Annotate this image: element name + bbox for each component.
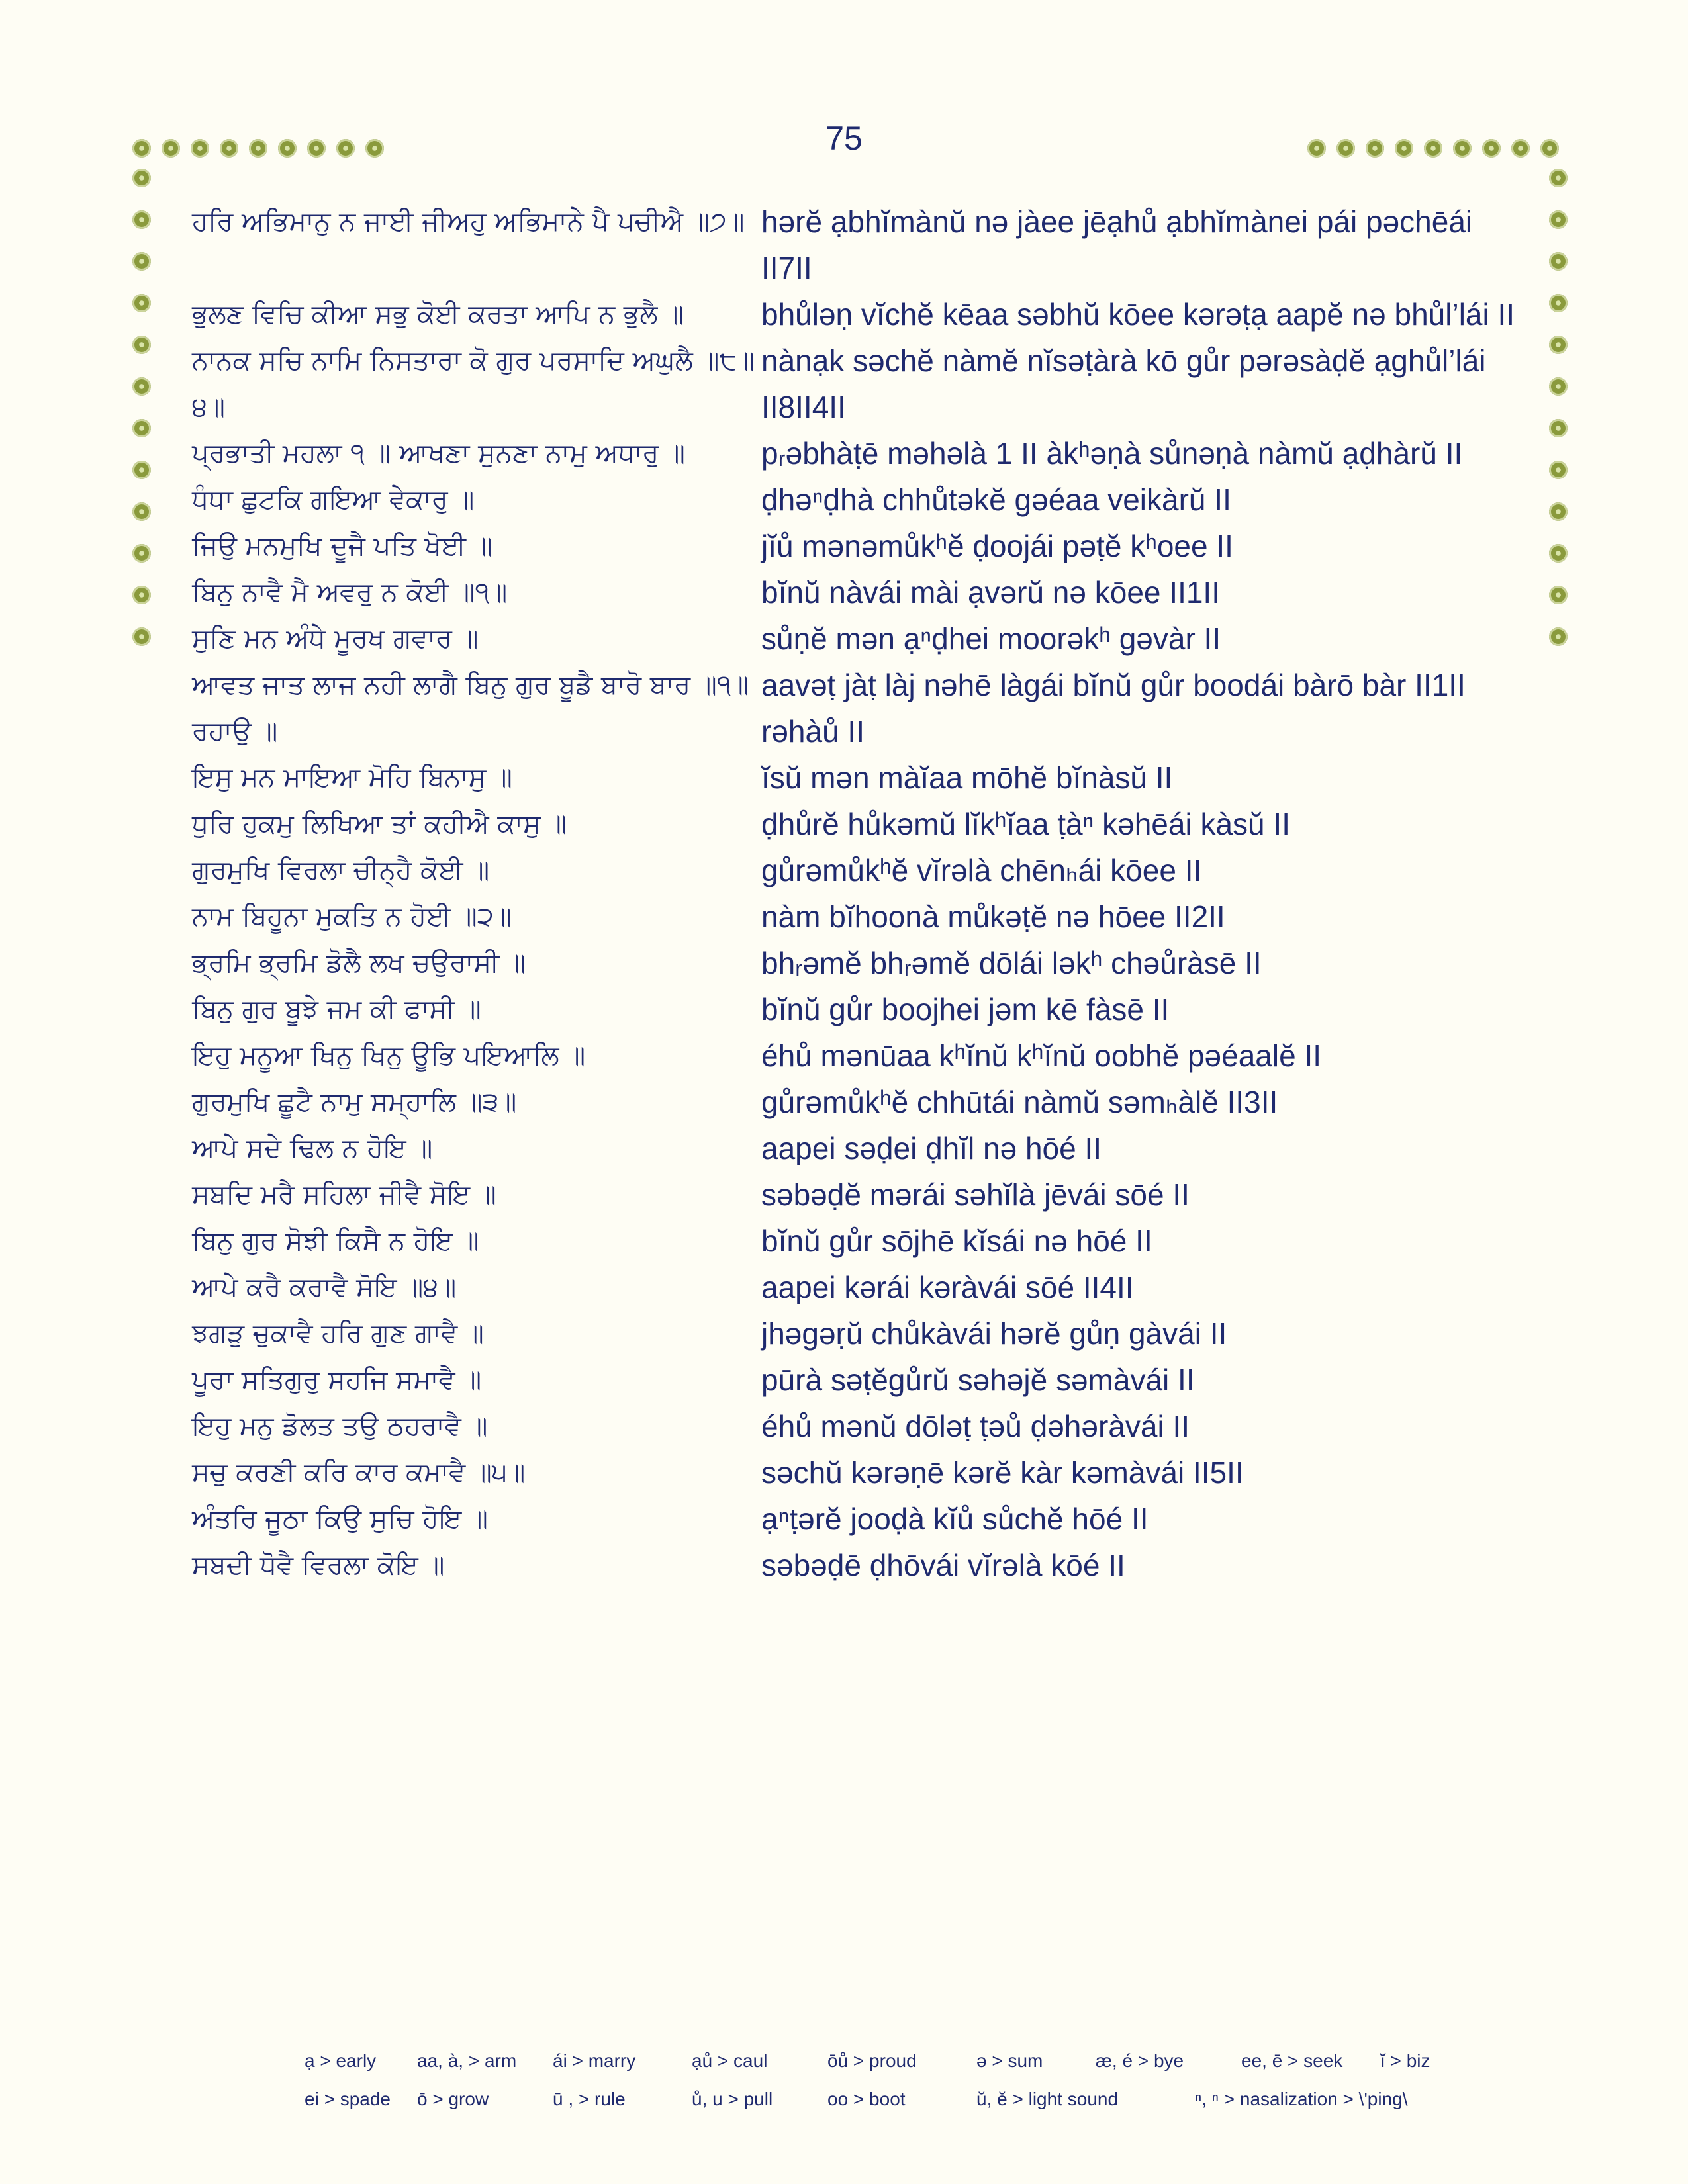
legend-item: ĭ > biz <box>1380 2050 1430 2071</box>
gurmukhi-line: ਨਾਮ ਬਿਹੂਨਾ ਮੁਕਤਿ ਨ ਹੋਈ ॥੨॥ <box>192 901 512 932</box>
transliteration-line: ḍhəⁿḍhà chhůtəkĕ gəéaa veikàrŭ II <box>761 482 1231 517</box>
flower-ornament-icon <box>278 139 297 158</box>
legend-item: ee, ē > seek <box>1241 2050 1343 2071</box>
gurmukhi-line: ਬਿਨੁ ਗੁਰ ਬੂਝੇ ਜਮ ਕੀ ਫਾਸੀ ॥ <box>192 994 481 1024</box>
verse-row <box>192 1357 1516 1403</box>
legend-item: ei > spade <box>305 2089 391 2109</box>
legend-item: ů, u > pull <box>692 2089 773 2109</box>
transliteration-line: nànạk səchĕ nàmĕ nĭsəṭàrà kō gůr pərəsàḍĕ ạghůl’lái II8II4II <box>761 343 1486 424</box>
transliteration-line: aapei səḍei ḍhĭl nə hōé II <box>761 1131 1102 1165</box>
gurmukhi-line: ਭੁਲਣ ਵਿਚਿ ਕੀਆ ਸਭੁ ਕੋਈ ਕਰਤਾ ਆਪਿ ਨ ਭੁਲੈ ॥ <box>192 299 684 330</box>
gurmukhi-line: ਇਸੁ ਮਨ ਮਾਇਆ ਮੋਹਿ ਬਿਨਾਸੁ ॥ <box>192 762 512 793</box>
gurmukhi-line: ਜਿਉ ਮਨਮੁਖਿ ਦੂਜੈ ਪਤਿ ਖੋਈ ॥ <box>192 531 492 561</box>
gurmukhi-line: ਪ੍ਰਭਾਤੀ ਮਹਲਾ ੧ ॥ ਆਖਣਾ ਸੁਨਣਾ ਨਾਮੁ ਅਧਾਰੁ ॥ <box>192 438 685 469</box>
verse-row <box>192 1310 1516 1357</box>
transliteration-line: sůṇĕ mən ạⁿḍhei moorəkʰ gəvàr II <box>761 621 1221 656</box>
legend-item: ō > grow <box>417 2089 489 2109</box>
flower-ornament-icon <box>132 627 151 646</box>
transliteration-line: ĭsŭ mən màĭaa mōhĕ bĭnàsŭ II <box>761 760 1173 795</box>
transliteration-line: nàm bĭhoonà můkəṭĕ nə hōee II2II <box>761 899 1225 934</box>
gurmukhi-line: ਹਰਿ ਅਭਿਮਾਨੁ ਨ ਜਾਈ ਜੀਅਹੁ ਅਭਿਮਾਨੇ ਪੈ ਪਚੀਐ ॥੭॥ <box>192 206 745 237</box>
verse-row <box>192 430 1516 477</box>
flower-ornament-icon <box>132 294 151 312</box>
flower-ornament-icon <box>132 586 151 604</box>
flower-ornament-icon <box>132 139 151 158</box>
verse-row <box>192 893 1516 940</box>
flower-ornament-icon <box>132 210 151 229</box>
transliteration-line: gůrəmůkʰĕ vĭrəlà chēnₕái kōee II <box>761 853 1202 887</box>
transliteration-line: jhəgəṛŭ chůkàvái hərĕ gůṇ gàvái II <box>761 1316 1227 1351</box>
flower-ornament-icon <box>1549 377 1568 396</box>
transliteration-line: bĭnŭ nàvái mài ạvərŭ nə kōee II1II <box>761 575 1220 610</box>
verse-row <box>192 1449 1516 1496</box>
transliteration-line: aavəṭ jàṭ làj nəhē làgái bĭnŭ gůr boodái bàrō bàr II1II rəhàů II <box>761 668 1466 749</box>
gurmukhi-line: ਧੁਰਿ ਹੁਕਮੁ ਲਿਖਿਆ ਤਾਂ ਕਹੀਐ ਕਾਸੁ ॥ <box>192 809 567 839</box>
gurmukhi-line: ਭ੍ਰਮਿ ਭ੍ਰਮਿ ਡੋਲੈ ਲਖ ਚਉਰਾਸੀ ॥ <box>192 948 526 978</box>
legend-item: ŭ, ĕ > light sound <box>976 2089 1119 2109</box>
verse-row <box>192 1079 1516 1125</box>
flower-ornament-icon <box>1424 139 1442 158</box>
verse-row <box>192 477 1516 523</box>
gurmukhi-line: ਨਾਨਕ ਸਚਿ ਨਾਮਿ ਨਿਸਤਾਰਾ ਕੋ ਗੁਰ ਪਰਸਾਦਿ ਅਘੁਲੈ ॥੮॥੪॥ <box>192 345 755 422</box>
flower-ornament-icon <box>220 139 238 158</box>
flower-ornament-icon <box>1549 627 1568 646</box>
flower-ornament-icon <box>132 252 151 271</box>
gurmukhi-line: ਸੁਣਿ ਮਨ ਅੰਧੇ ਮੂਰਖ ਗਵਾਰ ॥ <box>192 623 479 654</box>
gurmukhi-line: ਆਪੇ ਸਦੇ ਢਿਲ ਨ ਹੋਇ ॥ <box>192 1133 433 1163</box>
verse-row <box>192 615 1516 662</box>
flower-ornament-icon <box>132 336 151 354</box>
legend-item: æ, é > bye <box>1096 2050 1184 2071</box>
legend-item: aa, à, > arm <box>417 2050 517 2071</box>
flower-ornament-icon <box>1453 139 1472 158</box>
verse-row <box>192 199 1516 291</box>
flower-ornament-icon <box>1549 169 1568 187</box>
gurmukhi-line: ਅੰਤਰਿ ਜੂਠਾ ਕਿਉ ਸੁਚਿ ਹੋਇ ॥ <box>192 1504 488 1534</box>
gurmukhi-line: ਆਵਤ ਜਾਤ ਲਾਜ ਨਹੀ ਲਾਗੈ ਬਿਨੁ ਗੁਰ ਬੂਡੈ ਬਾਰੋ ਬਾਰ ॥੧॥ ਰਹਾਉ ॥ <box>192 670 749 747</box>
flower-ornament-icon <box>1549 461 1568 479</box>
flower-ornament-icon <box>132 377 151 396</box>
transliteration-line: səbəḍĕ mərái səhĭlà jēvái sōé II <box>761 1177 1190 1212</box>
verse-row <box>192 569 1516 615</box>
flower-ornament-icon <box>1336 139 1355 158</box>
flower-ornament-icon <box>132 419 151 437</box>
verse-row <box>192 662 1516 754</box>
gurmukhi-line: ਇਹੁ ਮਨੁ ਡੋਲਤ ਤਉ ਠਹਰਾਵੈ ॥ <box>192 1411 488 1441</box>
transliteration-line: bĭnŭ gůr boojhei jəm kē fàsē II <box>761 992 1170 1026</box>
gurmukhi-line: ਇਹੁ ਮਨੂਆ ਖਿਨੁ ਖਿਨੁ ਊਭਿ ਪਇਆਲਿ ॥ <box>192 1040 586 1071</box>
gurmukhi-line: ਝਗੜੁ ਚੁਕਾਵੈ ਹਰਿ ਗੁਣ ਗਾਵੈ ॥ <box>192 1318 484 1349</box>
flower-ornament-icon <box>1549 502 1568 521</box>
transliteration-line: jĭů mənəmůkʰĕ ḍoojái pəṭĕ kʰoee II <box>761 529 1233 563</box>
flower-ornament-icon <box>1540 139 1559 158</box>
verse-row <box>192 940 1516 986</box>
legend-item: ạů > caul <box>692 2050 768 2071</box>
legend-item: oo > boot <box>827 2089 906 2109</box>
flower-ornament-icon <box>1549 294 1568 312</box>
transliteration-line: aapei kərái kəràvái sōé II4II <box>761 1270 1134 1304</box>
gurmukhi-line: ਸਬਦਿ ਮਰੈ ਸਹਿਲਾ ਜੀਵੈ ਸੋਇ ॥ <box>192 1179 496 1210</box>
legend-item: ái > marry <box>553 2050 636 2071</box>
legend-item: ū , > rule <box>553 2089 626 2109</box>
flower-ornament-icon <box>1549 544 1568 563</box>
verse-row <box>192 1032 1516 1079</box>
transliteration-line: bĭnŭ gůr sōjhē kĭsái nə hōé II <box>761 1224 1152 1258</box>
legend-row-1 <box>305 2042 1470 2080</box>
legend-item: ạ > early <box>305 2050 377 2071</box>
flower-ornament-icon <box>1549 336 1568 354</box>
legend-item: ōů > proud <box>827 2050 917 2071</box>
transliteration-line: éhů mənūaa kʰĭnŭ kʰĭnŭ oobhĕ pəéaalĕ II <box>761 1038 1322 1073</box>
page-number: 75 <box>825 120 863 157</box>
flower-ornament-icon <box>162 139 180 158</box>
transliteration-line: səbəḍē ḍhōvái vĭrəlà kōé II <box>761 1548 1125 1582</box>
legend-row-2 <box>305 2080 1470 2118</box>
verse-row <box>192 338 1516 430</box>
verse-row <box>192 847 1516 893</box>
pronunciation-legend <box>305 2042 1470 2118</box>
transliteration-line: hərĕ ạbhĭmànŭ nə jàee jēạhů ạbhĭmànei pái pəchēái II7II <box>761 205 1473 285</box>
flower-ornament-icon <box>1549 210 1568 229</box>
flower-ornament-icon <box>1549 252 1568 271</box>
gurmukhi-line: ਗੁਰਮੁਖਿ ਛੂਟੈ ਨਾਮੁ ਸਮ੍ਹਾਲਿ ॥੩॥ <box>192 1087 517 1117</box>
transliteration-line: bhůləṇ vĭchĕ kēaa səbhŭ kōee kərəṭạ aapĕ nə bhůl’lái II <box>761 297 1515 332</box>
flower-ornament-icon <box>365 139 384 158</box>
gurmukhi-line: ਸਚੁ ਕਰਣੀ ਕਰਿ ਕਾਰ ਕਮਾਵੈ ॥੫॥ <box>192 1457 526 1488</box>
flower-ornament-icon <box>307 139 326 158</box>
verse-row <box>192 1264 1516 1310</box>
gurmukhi-line: ਬਿਨੁ ਗੁਰ ਸੋਝੀ ਕਿਸੈ ਨ ਹੋਇ ॥ <box>192 1226 479 1256</box>
flower-ornament-icon <box>1366 139 1384 158</box>
transliteration-line: gůrəmůkʰĕ chhūtái nàmŭ səmₕàlĕ II3II <box>761 1085 1278 1119</box>
gurmukhi-line: ਗੁਰਮੁਖਿ ਵਿਰਲਾ ਚੀਨ੍ਹੈ ਕੋਈ ॥ <box>192 855 490 886</box>
transliteration-line: ạⁿṭərĕ jooḍà kĭů sůchĕ hōé II <box>761 1502 1149 1536</box>
flower-ornament-icon <box>1307 139 1326 158</box>
flower-ornament-icon <box>1549 419 1568 437</box>
verse-row <box>192 523 1516 569</box>
legend-item: ⁿ, ⁿ > nasalization > \'ping\ <box>1195 2089 1408 2109</box>
flower-ornament-icon <box>132 502 151 521</box>
flower-ornament-icon <box>1482 139 1501 158</box>
flower-ornament-icon <box>132 544 151 563</box>
verse-row <box>192 291 1516 338</box>
flower-ornament-icon <box>1395 139 1413 158</box>
gurmukhi-line: ਪੂਰਾ ਸਤਿਗੁਰੁ ਸਹਜਿ ਸਮਾਵੈ ॥ <box>192 1365 482 1395</box>
verse-row <box>192 1125 1516 1171</box>
flower-ornament-icon <box>132 169 151 187</box>
flower-ornament-icon <box>132 461 151 479</box>
flower-ornament-icon <box>1511 139 1530 158</box>
verse-row <box>192 754 1516 801</box>
gurmukhi-line: ਧੰਧਾ ਛੁਟਕਿ ਗਇਆ ਵੇਕਾਰੁ ॥ <box>192 484 475 515</box>
verse-row <box>192 986 1516 1032</box>
flower-ornament-icon <box>336 139 355 158</box>
verse-row <box>192 801 1516 847</box>
gurmukhi-line: ਬਿਨੁ ਨਾਵੈ ਮੈ ਅਵਰੁ ਨ ਕੋਈ ॥੧॥ <box>192 577 508 608</box>
verse-row <box>192 1542 1516 1588</box>
verse-row <box>192 1171 1516 1218</box>
transliteration-line: səchŭ kərəṇē kərĕ kàr kəmàvái II5II <box>761 1455 1244 1490</box>
transliteration-line: pūrà səṭĕgůrŭ səhəjĕ səmàvái II <box>761 1363 1195 1397</box>
verse-row <box>192 1218 1516 1264</box>
legend-item: ə > sum <box>976 2050 1043 2071</box>
gurmukhi-line: ਆਪੇ ਕਰੈ ਕਰਾਵੈ ਸੋਇ ॥੪॥ <box>192 1272 457 1302</box>
verse-row <box>192 1496 1516 1542</box>
flower-ornament-icon <box>1549 586 1568 604</box>
verse-list <box>192 199 1516 1588</box>
flower-ornament-icon <box>191 139 209 158</box>
transliteration-line: ḍhůrĕ hůkəmŭ lĭkʰĭaa ṭàⁿ kəhēái kàsŭ II <box>761 807 1290 841</box>
transliteration-line: pᵣəbhàṭē məhəlà 1 II àkʰəṇà sůnəṇà nàmŭ ạḍhàrŭ II <box>761 436 1463 471</box>
transliteration-line: éhů mənŭ dōləṭ ṭəů ḍəhəràvái II <box>761 1409 1190 1443</box>
verse-row <box>192 1403 1516 1449</box>
transliteration-line: bhᵣəmĕ bhᵣəmĕ dōlái ləkʰ chəůràsē II <box>761 946 1262 980</box>
gurmukhi-line: ਸਬਦੀ ਧੋਵੈ ਵਿਰਲਾ ਕੋਇ ॥ <box>192 1550 445 1580</box>
flower-ornament-icon <box>249 139 267 158</box>
